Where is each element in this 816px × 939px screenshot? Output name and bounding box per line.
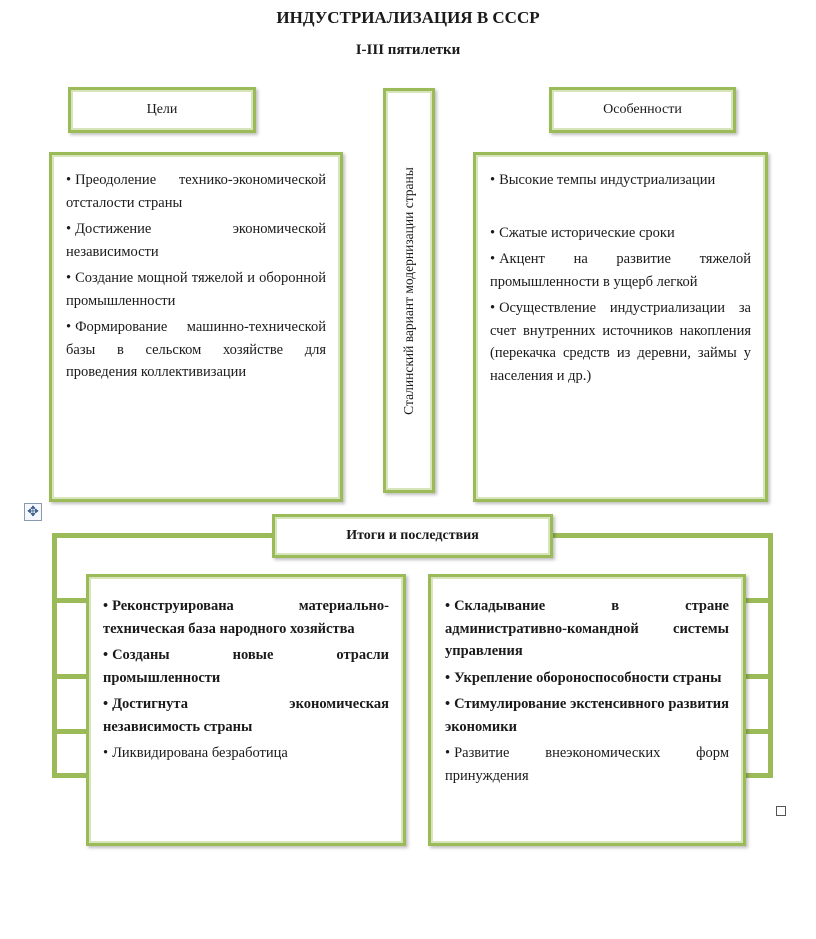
goals-header-label: Цели <box>146 102 178 117</box>
resize-handle-icon[interactable] <box>776 806 786 816</box>
list-item: • Акцент на развитие тяжелой промышленности в ущерб легкой <box>490 251 751 290</box>
results-right-list <box>445 595 729 787</box>
list-item: • Укрепление обороноспособности страны <box>445 669 722 686</box>
list-item: • Складывание в стране административно-командной системы управления <box>445 598 729 659</box>
results-header-label: Итоги и последствия <box>346 528 479 543</box>
list-item: • Достижение экономической независимости <box>66 221 326 260</box>
list-item: • Стимулирование экстенсивного развития экономики <box>445 696 729 735</box>
list-item: • Формирование машинно-технической базы в сельском хозяйстве для проведения коллективизации <box>66 319 326 380</box>
move-arrows-icon[interactable]: ✥ <box>24 503 42 521</box>
list-item: • Создание мощной тяжелой и оборонной промышленности <box>66 270 326 309</box>
goals-content-box <box>49 152 343 502</box>
page-title: ИНДУСТРИАЛИЗАЦИЯ В СССР <box>276 8 540 27</box>
features-header-label: Особенности <box>603 102 682 117</box>
results-right-box <box>428 574 746 846</box>
bracket-line-right <box>768 533 773 778</box>
list-item: • Созданы новые отрасли промышленности <box>103 647 389 686</box>
list-item: • Развитие внеэкономических форм принуждения <box>445 745 729 784</box>
list-item: • Сжатые исторические сроки <box>490 224 675 241</box>
goals-header-box <box>68 87 256 133</box>
results-left-box <box>86 574 406 846</box>
list-item: • Ликвидирована безработица <box>103 745 288 761</box>
list-item: • Высокие темпы индустриализации <box>490 172 716 188</box>
features-content-box <box>473 152 768 502</box>
page-subtitle: I-III пятилетки <box>355 42 461 58</box>
bracket-line-left <box>52 533 57 778</box>
features-header-box <box>549 87 736 133</box>
list-item: • Реконструирована материально-техническая база народного хозяйства <box>103 598 389 637</box>
list-item: • Осуществление индустриализации за счет внутренних источников накопления (перекачка средств из деревни, займы у населения и др.) <box>490 300 751 384</box>
results-header-box <box>272 514 553 558</box>
goals-list <box>66 169 326 384</box>
results-left-list <box>103 595 389 765</box>
list-item: • Преодоление технико-экономической отсталости страны <box>66 172 326 211</box>
features-list <box>490 169 751 387</box>
center-vertical-box <box>383 88 435 493</box>
center-vertical-label: Сталинский вариант модернизации страны <box>401 166 416 415</box>
list-item: • Достигнута экономическая независимость страны <box>103 696 389 735</box>
